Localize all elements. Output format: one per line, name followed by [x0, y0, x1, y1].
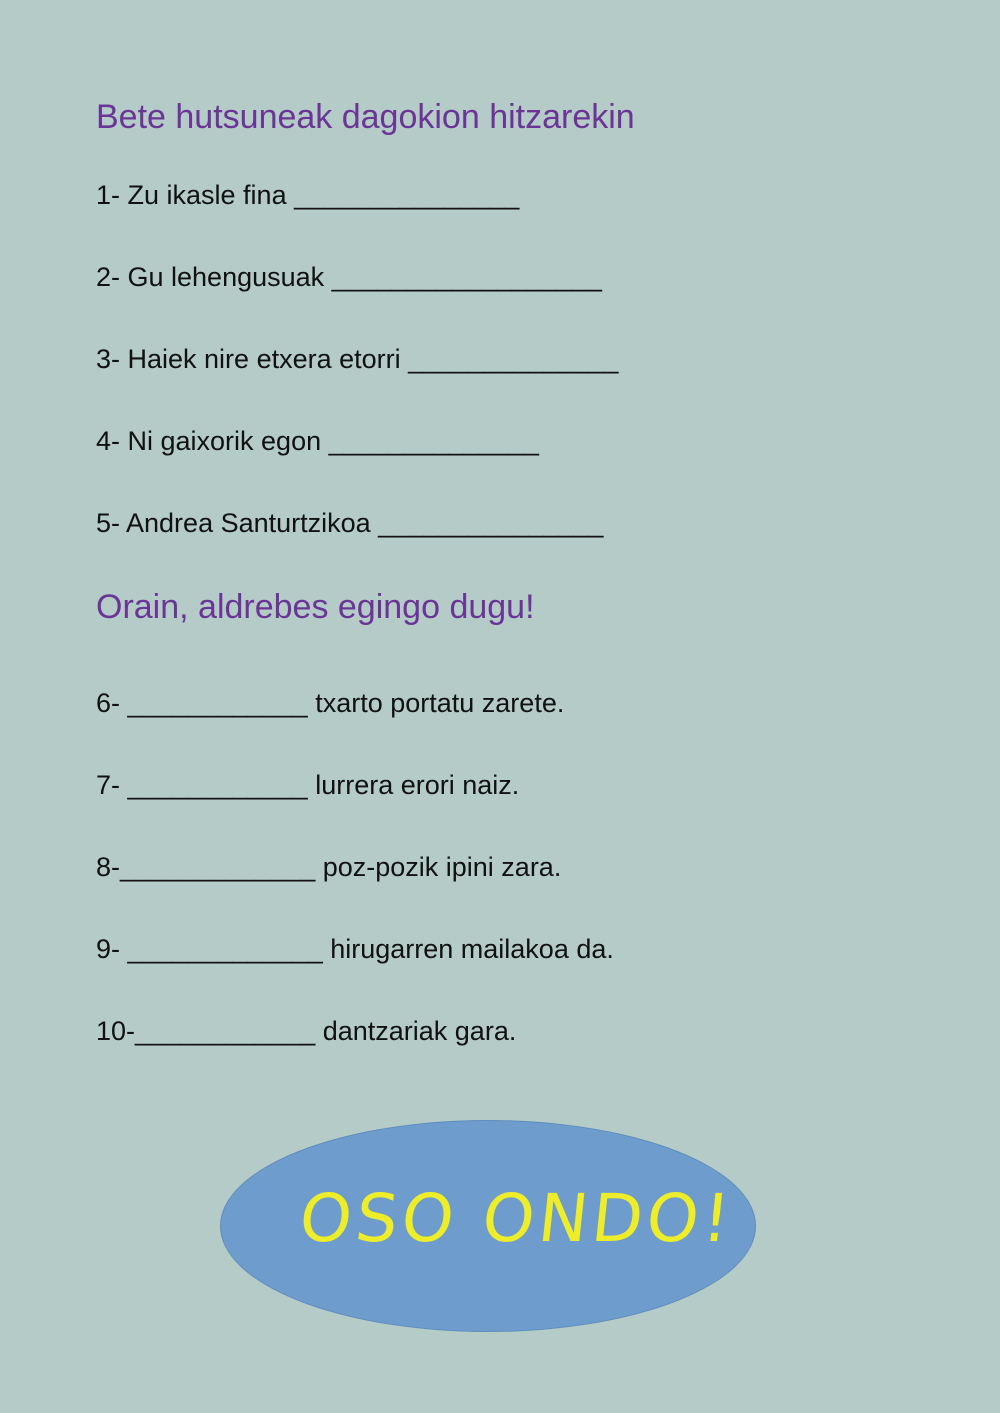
praise-badge-text: OSO ONDO! [295, 1180, 738, 1257]
section-subtitle: Orain, aldrebes egingo dugu! [96, 588, 535, 626]
exercise-item-7: 7- ____________ lurrera erori naiz. [96, 770, 520, 800]
exercise-item-4: 4- Ni gaixorik egon ______________ [96, 426, 539, 456]
exercise-item-9: 9- _____________ hirugarren mailakoa da. [96, 934, 614, 964]
exercise-item-8: 8-_____________ poz-pozik ipini zara. [96, 852, 562, 882]
exercise-item-1: 1- Zu ikasle fina _______________ [96, 180, 520, 210]
exercise-item-3: 3- Haiek nire etxera etorri ______________ [96, 344, 619, 374]
worksheet-title: Bete hutsuneak dagokion hitzarekin [96, 98, 635, 136]
exercise-item-10: 10-____________ dantzariak gara. [96, 1016, 517, 1046]
exercise-item-2: 2- Gu lehengusuak __________________ [96, 262, 602, 292]
exercise-item-6: 6- ____________ txarto portatu zarete. [96, 688, 565, 718]
exercise-item-5: 5- Andrea Santurtzikoa _______________ [96, 508, 604, 538]
